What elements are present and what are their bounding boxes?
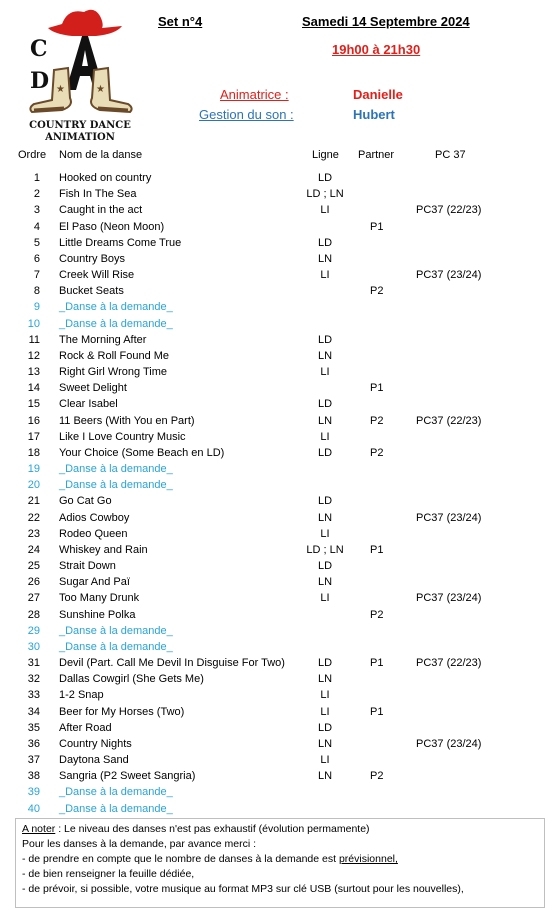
- dance-name: Country Nights: [59, 737, 132, 750]
- dance-row: [0, 300, 558, 316]
- column-pc37: PC 37: [435, 149, 466, 161]
- logo-letter-c: C: [30, 36, 48, 62]
- dance-number: 21: [27, 495, 40, 508]
- event-time: 19h00 à 21h30: [332, 42, 421, 57]
- dance-pc37: PC37 (23/24): [416, 511, 482, 524]
- dance-row: [0, 414, 558, 430]
- star-icon: ★: [56, 84, 65, 95]
- dance-row: [0, 511, 558, 527]
- dance-pc37: PC37 (22/23): [416, 657, 482, 670]
- dance-row: [0, 268, 558, 284]
- dance-number: 31: [27, 657, 40, 670]
- dance-row: [0, 753, 558, 769]
- dance-number: 3: [33, 204, 40, 217]
- dance-row: [0, 785, 558, 801]
- dance-pc37: PC37 (23/24): [416, 737, 482, 750]
- dance-name: Like I Love Country Music: [59, 430, 186, 443]
- dance-row: [0, 446, 558, 462]
- dance-ligne: LN: [317, 252, 333, 265]
- dance-number: 12: [27, 349, 40, 362]
- note-line3a: - de prendre en compte que le nombre de danses à la demande est: [22, 853, 339, 865]
- dance-number: 7: [33, 269, 40, 282]
- dance-name: Little Dreams Come True: [59, 236, 182, 249]
- dance-number: 25: [27, 560, 40, 573]
- dance-row: [0, 252, 558, 268]
- logo-text-line1: COUNTRY DANCE: [29, 120, 131, 131]
- dance-ligne: LN: [317, 414, 333, 427]
- dance-name: _Danse à la demande_: [59, 479, 173, 492]
- column-name: Nom de la danse: [59, 149, 143, 161]
- dance-number: 1: [33, 172, 40, 184]
- dance-number: 14: [27, 382, 40, 395]
- dance-row: [0, 769, 558, 785]
- footer-note: [15, 818, 545, 908]
- dance-name: Caught in the act: [59, 204, 143, 217]
- dance-ligne: LI: [320, 269, 330, 282]
- dance-row: [0, 430, 558, 446]
- dance-ligne: LI: [320, 705, 330, 718]
- dance-number: 36: [27, 737, 40, 750]
- dance-number: 13: [27, 366, 40, 379]
- note-text: : Le niveau des danses n'est pas exhaustif (évolution permamente): [55, 823, 370, 835]
- dance-row: [0, 624, 558, 640]
- dance-partner: P1: [370, 543, 384, 556]
- dance-number: 39: [27, 786, 40, 799]
- animatrice-label: Animatrice :: [220, 87, 289, 102]
- dance-row: [0, 802, 558, 818]
- dance-ligne: LD: [317, 560, 333, 573]
- dance-number: 22: [27, 511, 40, 524]
- dance-partner: P1: [370, 220, 384, 233]
- dance-row: [0, 236, 558, 252]
- dance-row: [0, 284, 558, 300]
- dance-number: 11: [28, 333, 40, 346]
- dance-number: 5: [33, 236, 40, 249]
- dance-number: 33: [27, 689, 40, 702]
- dance-row: [0, 187, 558, 203]
- dance-name: Sweet Delight: [59, 382, 127, 395]
- dance-ligne: LN: [317, 770, 333, 783]
- dance-row: [0, 721, 558, 737]
- dance-row: [0, 575, 558, 591]
- dance-name: Sangria (P2 Sweet Sangria): [59, 770, 196, 783]
- dance-name: Hooked on country: [59, 172, 152, 184]
- dance-ligne: LD ; LN: [306, 188, 344, 201]
- dance-pc37: PC37 (22/23): [416, 204, 482, 217]
- dance-ligne: LD: [317, 172, 333, 184]
- dance-ligne: LI: [320, 527, 330, 540]
- dance-row: [0, 381, 558, 397]
- dance-name: Adios Cowboy: [59, 511, 130, 524]
- animatrice-value: Danielle: [353, 87, 403, 102]
- dance-name: Your Choice (Some Beach en LD): [59, 446, 225, 459]
- dance-name: Sunshine Polka: [59, 608, 136, 621]
- dance-row: [0, 317, 558, 333]
- dance-name: Beer for My Horses (Two): [59, 705, 185, 718]
- dance-number: 24: [27, 543, 40, 556]
- dance-name: _Danse à la demande_: [59, 640, 173, 653]
- note-line2: Pour les danses à la demande, par avance merci :: [22, 838, 257, 850]
- dance-ligne: LD: [317, 446, 333, 459]
- dance-row: [0, 349, 558, 365]
- dance-row: [0, 494, 558, 510]
- dance-name: _Danse à la demande_: [59, 301, 173, 314]
- dance-name: Bucket Seats: [59, 285, 124, 298]
- dance-ligne: LI: [320, 754, 330, 767]
- dance-name: Devil (Part. Call Me Devil In Disguise For Two): [59, 657, 285, 670]
- dance-number: 16: [27, 414, 40, 427]
- dance-ligne: LD: [317, 495, 333, 508]
- event-date: Samedi 14 Septembre 2024: [302, 14, 470, 29]
- dance-number: 15: [27, 398, 40, 411]
- dance-name: El Paso (Neon Moon): [59, 220, 165, 233]
- dance-number: 20: [27, 479, 40, 492]
- note-label: A noter: [22, 823, 56, 835]
- dance-ligne: LD: [317, 398, 333, 411]
- dance-number: 28: [27, 608, 40, 621]
- dance-name: _Danse à la demande_: [59, 463, 173, 476]
- dance-row: [0, 365, 558, 381]
- sound-value: Hubert: [353, 107, 395, 122]
- dance-row: [0, 220, 558, 236]
- dance-row: [0, 737, 558, 753]
- dance-number: 40: [27, 802, 40, 815]
- dance-name: Strait Down: [59, 560, 116, 573]
- dance-partner: P2: [370, 608, 384, 621]
- dance-number: 29: [27, 624, 40, 637]
- dance-row: [0, 543, 558, 559]
- dance-number: 37: [27, 754, 40, 767]
- dance-row: [0, 478, 558, 494]
- dance-ligne: LN: [317, 511, 333, 524]
- sound-label: Gestion du son :: [199, 107, 294, 122]
- dance-name: Right Girl Wrong Time: [59, 366, 167, 379]
- dance-number: 10: [27, 317, 40, 330]
- dance-number: 32: [27, 673, 40, 686]
- logo-letter-d: D: [30, 68, 50, 94]
- dance-partner: P1: [370, 705, 384, 718]
- country-dance-animation-logo: [24, 6, 136, 146]
- dance-number: 34: [27, 705, 40, 718]
- dance-ligne: LN: [317, 737, 333, 750]
- dance-name: Whiskey and Rain: [59, 543, 148, 556]
- note-line3b: prévisionnel,: [338, 853, 398, 865]
- dance-row: [0, 656, 558, 672]
- dance-partner: P2: [370, 770, 384, 783]
- dance-ligne: LN: [317, 576, 333, 589]
- column-partner: Partner: [358, 149, 395, 161]
- dance-name: _Danse à la demande_: [59, 624, 173, 637]
- dance-name: Too Many Drunk: [59, 592, 140, 605]
- dance-row: [0, 688, 558, 704]
- dance-row: [0, 608, 558, 624]
- dance-row: [0, 672, 558, 688]
- dance-number: 27: [27, 592, 40, 605]
- dance-ligne: LN: [317, 349, 333, 362]
- dance-ligne: LN: [317, 673, 333, 686]
- dance-name: Rock & Roll Found Me: [59, 349, 170, 362]
- dance-name: Creek Will Rise: [59, 269, 135, 282]
- dance-partner: P1: [370, 382, 384, 395]
- dance-ligne: LD: [317, 236, 333, 249]
- dance-number: 35: [27, 721, 40, 734]
- column-ligne: Ligne: [312, 149, 339, 161]
- dance-partner: P2: [370, 414, 384, 427]
- dance-number: 17: [27, 430, 40, 443]
- dance-ligne: LD: [317, 657, 333, 670]
- dance-pc37: PC37 (23/24): [416, 592, 482, 605]
- dance-name: Daytona Sand: [59, 754, 129, 767]
- dance-name: 1-2 Snap: [59, 689, 104, 702]
- dance-pc37: PC37 (23/24): [416, 269, 482, 282]
- note-line5: - de prévoir, si possible, votre musique au format MP3 sur clé USB (surtout pour les nouvelles),: [22, 883, 464, 895]
- dance-row: [0, 171, 558, 187]
- dance-ligne: LI: [320, 366, 330, 379]
- dance-ligne: LD: [317, 333, 333, 346]
- dance-row: [0, 203, 558, 219]
- dance-name: Rodeo Queen: [59, 527, 128, 540]
- dance-name: Sugar And Paï: [59, 576, 130, 589]
- dance-ligne: LD ; LN: [306, 543, 344, 556]
- dance-partner: P2: [370, 285, 384, 298]
- dance-number: 38: [27, 770, 40, 783]
- dance-name: Clear Isabel: [59, 398, 118, 411]
- dance-name: The Morning After: [59, 333, 147, 346]
- logo-text-line2: ANIMATION: [45, 132, 115, 143]
- dance-ligne: LI: [320, 204, 330, 217]
- dance-number: 26: [27, 576, 40, 589]
- star-icon: ★: [96, 84, 105, 95]
- dance-name: Fish In The Sea: [59, 188, 137, 201]
- dance-name: Country Boys: [59, 252, 126, 265]
- cowboy-hat-icon: [48, 10, 122, 36]
- note-line4: - de bien renseigner la feuille dédiée,: [22, 868, 195, 880]
- dance-row: [0, 333, 558, 349]
- set-number: Set n°4: [158, 14, 203, 29]
- dance-ligne: LI: [320, 689, 330, 702]
- dance-number: 8: [33, 285, 40, 298]
- dance-number: 19: [27, 463, 40, 476]
- dance-ligne: LI: [320, 430, 330, 443]
- dance-number: 18: [27, 446, 40, 459]
- dance-name: Dallas Cowgirl (She Gets Me): [59, 673, 204, 686]
- dance-partner: P2: [370, 446, 384, 459]
- dance-partner: P1: [370, 657, 384, 670]
- dance-name: After Road: [59, 721, 112, 734]
- dance-number: 2: [33, 188, 40, 201]
- dance-ligne: LI: [320, 592, 330, 605]
- dance-number: 9: [33, 301, 40, 314]
- dance-pc37: PC37 (22/23): [416, 414, 482, 427]
- dance-row: [0, 527, 558, 543]
- dance-row: [0, 640, 558, 656]
- dance-number: 23: [27, 527, 40, 540]
- dance-row: [0, 591, 558, 607]
- dance-row: [0, 559, 558, 575]
- dance-name: _Danse à la demande_: [59, 786, 173, 799]
- dance-row: [0, 462, 558, 478]
- dance-ligne: LD: [317, 721, 333, 734]
- dance-number: 4: [33, 220, 40, 233]
- dance-number: 30: [27, 640, 40, 653]
- column-ordre: Ordre: [18, 149, 47, 161]
- dance-name: _Danse à la demande_: [59, 802, 173, 815]
- dance-row: [0, 397, 558, 413]
- dance-number: 6: [33, 252, 40, 265]
- dance-name: Go Cat Go: [59, 495, 112, 508]
- dance-name: _Danse à la demande_: [59, 317, 173, 330]
- dance-row: [0, 705, 558, 721]
- dance-name: 11 Beers (With You en Part): [59, 414, 195, 427]
